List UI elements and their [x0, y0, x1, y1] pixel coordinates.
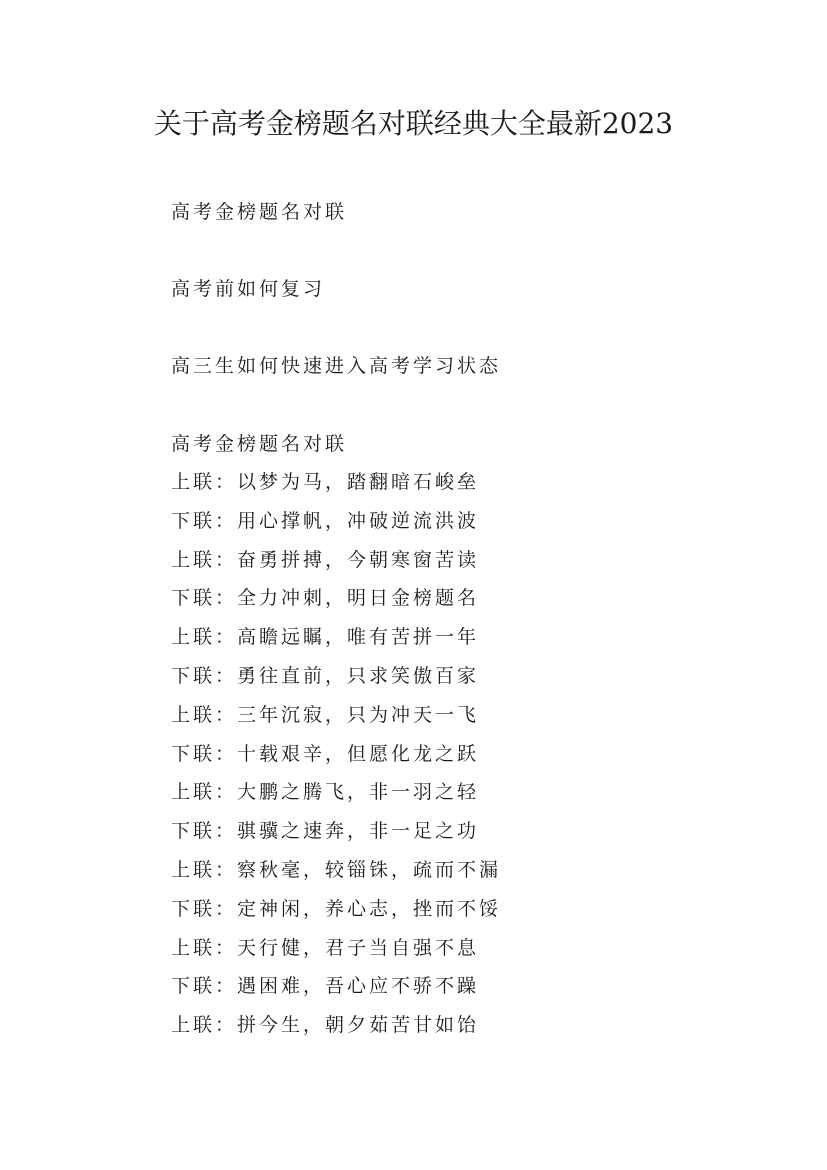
document-title: 关于高考金榜题名对联经典大全最新2023	[153, 107, 674, 140]
couplet-line: 上联：高瞻远瞩，唯有苦拼一年	[171, 626, 480, 649]
couplet-line: 下联：骐骥之速奔，非一足之功	[171, 820, 480, 843]
couplet-line: 下联：全力冲刺，明日金榜题名	[171, 587, 480, 610]
couplet-line: 上联：奋勇拼搏，今朝寒窗苦读	[171, 548, 480, 571]
toc-item-couplets: 高考金榜题名对联	[171, 201, 348, 223]
couplet-line: 上联：以梦为马，踏翻暗石峻垒	[171, 471, 480, 493]
section-heading: 高考金榜题名对联	[171, 433, 348, 455]
couplet-line: 上联：拼今生，朝夕茹苦甘如饴	[171, 1014, 480, 1037]
couplet-line: 下联：勇往直前，只求笑傲百家	[171, 664, 480, 687]
couplet-line: 下联：用心撑帆，冲破逆流洪波	[171, 509, 480, 532]
toc-item-review: 高考前如何复习	[171, 278, 326, 300]
couplet-list	[171, 469, 501, 1051]
couplet-line: 上联：察秋毫，较锱铢，疏而不漏	[171, 858, 502, 881]
couplet-line: 下联：定神闲，养心志，挫而不馁	[171, 897, 502, 920]
couplet-line: 下联：十载艰辛，但愿化龙之跃	[171, 742, 480, 765]
couplet-line: 上联：大鹏之腾飞，非一羽之轻	[171, 781, 480, 804]
toc-item-study-state: 高三生如何快速进入高考学习状态	[171, 355, 502, 377]
couplet-line: 下联：遇困难，吾心应不骄不躁	[171, 975, 480, 998]
couplet-line: 上联：三年沉寂，只为冲天一飞	[171, 703, 480, 726]
couplet-line: 上联：天行健，君子当自强不息	[171, 936, 480, 959]
